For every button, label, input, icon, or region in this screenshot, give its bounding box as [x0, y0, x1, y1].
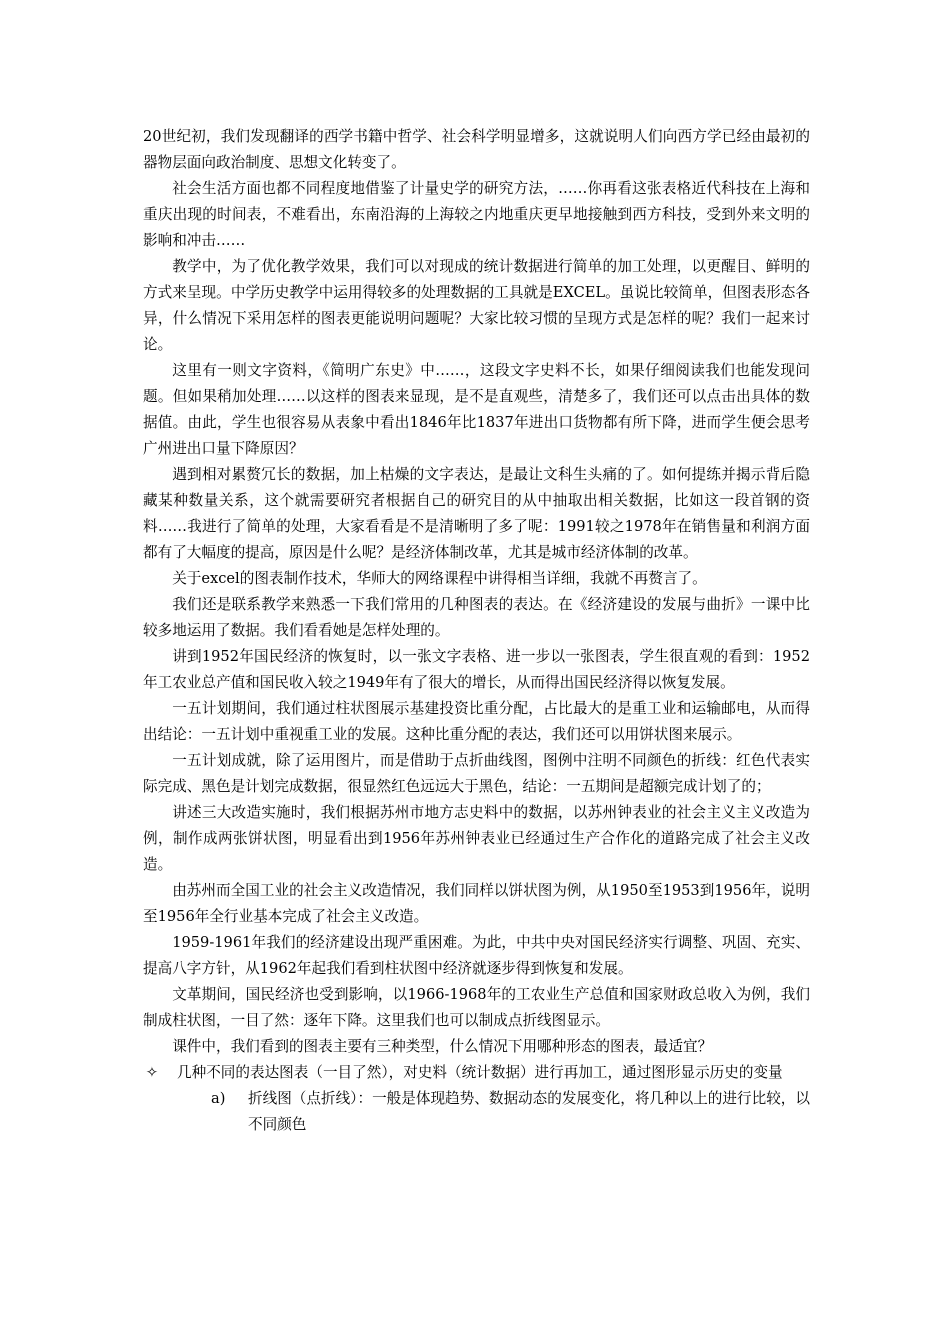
paragraph: 1959-1961年我们的经济建设出现严重困难。为此，中共中央对国民经济实行调整、巩固、充实、提高八字方针，从1962年起我们看到柱状图中经济就逐步得到恢复和发展。: [143, 934, 810, 977]
bullet-item: [143, 1060, 810, 1086]
document-body: [143, 124, 810, 1138]
paragraph: 一五计划期间，我们通过柱状图展示基建投资比重分配，占比最大的是重工业和运输邮电，从而得出结论：一五计划中重视重工业的发展。这种比重分配的表达，我们还可以用饼状图来展示。: [143, 700, 810, 743]
paragraph: 文革期间，国民经济也受到影响，以1966-1968年的工农业生产总值和国家财政总收入为例，我们制成柱状图，一目了然：逐年下降。这里我们也可以制成点折线图显示。: [143, 986, 810, 1029]
paragraph: 这里有一则文字资料，《简明广东史》中……，这段文字史料不长，如果仔细阅读我们也能发现问题。但如果稍加处理……以这样的图表来显现，是不是直观些，清楚多了，我们还可以点击出具体的数据值。由此，学生也很容易从表象中看出1846年比1837年进出口货物都有所下降，进而学生便会思考广州进出口量下降原因？: [143, 362, 810, 457]
paragraph: 教学中，为了优化教学效果，我们可以对现成的统计数据进行简单的加工处理，以更醒目、鲜明的方式来呈现。中学历史教学中运用得较多的处理数据的工具就是EXCEL。虽说比较简单，但图表形态各异，什么情况下采用怎样的图表更能说明问题呢？大家比较习惯的呈现方式是怎样的呢？我们一起来讨论。: [143, 258, 810, 353]
sub-item-marker: a): [211, 1090, 226, 1107]
paragraph: 一五计划成就，除了运用图片，而是借助于点折曲线图，图例中注明不同颜色的折线：红色代表实际完成、黑色是计划完成数据，很显然红色远远大于黑色，结论：一五期间是超额完成计划了的；: [143, 752, 810, 795]
sub-item-text: 折线图（点折线）：一般是体现趋势、数据动态的发展变化，将几种以上的进行比较，以不同颜色: [248, 1090, 810, 1133]
paragraph: 遇到相对累赘冗长的数据，加上枯燥的文字表达，是最让文科生头痛的了。如何提练并揭示背后隐藏某种数量关系，这个就需要研究者根据自己的研究目的从中抽取出相关数据，比如这一段首钢的资料……我进行了简单的处理，大家看看是不是清晰明了多了呢：1991较之1978年在销售量和利润方面都有了大幅度的提高，原因是什么呢？是经济体制改革，尤其是城市经济体制的改革。: [143, 466, 810, 561]
paragraph: 我们还是联系教学来熟悉一下我们常用的几种图表的表达。在《经济建设的发展与曲折》一课中比较多地运用了数据。我们看看她是怎样处理的。: [143, 596, 810, 639]
paragraph: 由苏州而全国工业的社会主义改造情况，我们同样以饼状图为例，从1950至1953到1956年，说明至1956年全行业基本完成了社会主义改造。: [143, 882, 810, 925]
paragraph: 20世纪初，我们发现翻译的西学书籍中哲学、社会科学明显增多，这就说明人们向西方学已经由最初的器物层面向政治制度、思想文化转变了。: [143, 128, 810, 171]
paragraph: 社会生活方面也都不同程度地借鉴了计量史学的研究方法，……你再看这张表格近代科技在上海和重庆出现的时间表，不难看出，东南沿海的上海较之内地重庆更早地接触到西方科技，受到外来文明的影响和冲击……: [143, 180, 810, 249]
paragraph: 讲到1952年国民经济的恢复时，以一张文字表格、进一步以一张图表，学生很直观的看到：1952年工农业总产值和国民收入较之1949年有了很大的增长，从而得出国民经济得以恢复发展。: [143, 648, 810, 691]
sub-list-item: [143, 1086, 810, 1138]
bullet-text: 几种不同的表达图表（一目了然），对史料（统计数据）进行再加工，通过图形显示历史的变量: [177, 1064, 783, 1081]
diamond-bullet-icon: ✧: [145, 1064, 159, 1081]
paragraph: 关于excel的图表制作技术，华师大的网络课程中讲得相当详细，我就不再赘言了。: [172, 570, 707, 587]
paragraph: 讲述三大改造实施时，我们根据苏州市地方志史料中的数据，以苏州钟表业的社会主义主义改造为例，制作成两张饼状图，明显看出到1956年苏州钟表业已经通过生产合作化的道路完成了社会主义改造。: [143, 804, 810, 873]
paragraph: 课件中，我们看到的图表主要有三种类型，什么情况下用哪种形态的图表，最适宜？: [172, 1038, 713, 1055]
